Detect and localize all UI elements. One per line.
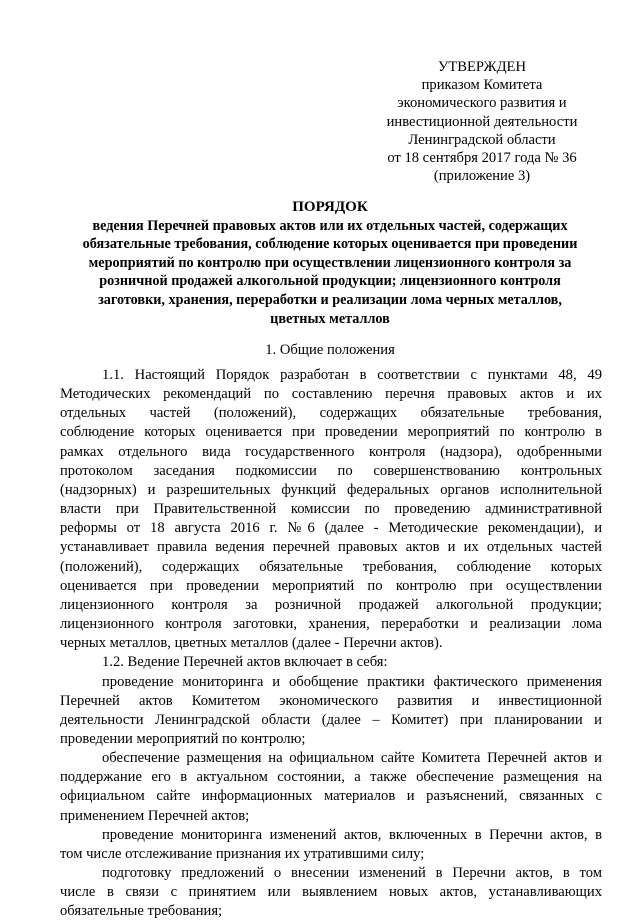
list-item-changes [60, 826, 602, 864]
text-line: (надзорных) и разрешительных функций федеральных органов исполнительной [60, 481, 602, 498]
text-line: том числе отслеживание признания их утратившими силу; [60, 845, 425, 862]
subtitle-line: обязательные требования, соблюдение которых оценивается при проведении [82, 236, 578, 253]
list-item-monitoring [60, 673, 602, 750]
text-line: обязательные требования; [60, 903, 223, 920]
subtitle-line: цветных металлов [270, 310, 390, 327]
approval-line: УТВЕРЖДЕН [438, 59, 526, 75]
text-line: (положений), содержащих обязательные требования, соблюдение которых [60, 558, 602, 575]
text-line: деятельности Ленинградской области (далее – Комитет) при планировании и [60, 711, 602, 728]
approval-line: Ленинградской области [408, 131, 556, 148]
text-line: Перечней актов Комитетом экономического развития и инвестиционной [60, 692, 602, 709]
text-line: реформы от 18 августа 2016 г. №6 (далее - Методические рекомендации), и [60, 520, 602, 537]
title-heading: ПОРЯДОК [292, 199, 368, 215]
text-line: официальном сайте информационных материалов и разъяснений, связанных с [60, 788, 602, 805]
document-title [56, 198, 604, 328]
text-line: проведение мониторинга изменений актов, включенных в Перечни актов, в [102, 826, 602, 843]
paragraph-1-2 [60, 653, 602, 672]
text-line: Методических рекомендаций по составлению перечня правовых актов и их [60, 386, 602, 403]
subtitle-line: ведения Перечней правовых актов или их отдельных частей, содержащих [92, 217, 568, 234]
subtitle-line: заготовки, хранения, переработки и реализации лома черных металлов, [98, 291, 562, 308]
subtitle-line: розничной продажей алкогольной продукции; лицензионного контроля [99, 273, 561, 290]
section-heading: 1. Общие положения [265, 342, 395, 358]
text-line: оценивается при проведении мероприятий по контролю при осуществлении [60, 577, 602, 594]
list-item-publication [60, 749, 602, 826]
list-item-proposals [60, 864, 602, 921]
paragraph-1-1 [60, 366, 602, 653]
approval-line: от 18 сентября 2017 года № 36 [387, 150, 577, 167]
text-line: рамках отдельного вида государственного контроля (надзора), одобренными [60, 443, 602, 460]
text-line: власти при Правительственной комиссии по проведению административной [60, 501, 602, 518]
text-line: проведении мероприятий по контролю; [60, 730, 306, 747]
approval-stamp [368, 58, 596, 185]
text-line: подготовку предложений о внесении изменений в Перечни актов, в том [102, 865, 602, 882]
text-line: отдельных частей (положений), содержащих обязательные требования, [60, 405, 602, 422]
text-line: черных металлов, цветных металлов (далее - Перечни актов). [60, 635, 443, 652]
text-line: проведение мониторинга и обобщение практики фактического применения [102, 673, 602, 690]
text-line: 1.1. Настоящий Порядок разработан в соответствии с пунктами 48, 49 [102, 367, 602, 383]
text-line: устанавливает правила ведения перечней правовых актов и их отдельных частей [60, 539, 602, 556]
text-line: 1.2. Ведение Перечней актов включает в себя: [102, 654, 388, 671]
document-body [60, 366, 602, 922]
title-subtitle [56, 217, 604, 329]
text-line: числе в связи с принятием или выявлением новых актов, устанавливающих [60, 884, 602, 901]
approval-line: приказом Комитета [421, 77, 543, 94]
approval-line: экономического развития и [397, 95, 567, 112]
approval-line: (приложение 3) [433, 168, 531, 185]
text-line: применением Перечней актов; [60, 807, 250, 824]
text-line: протоколом заседания подкомиссии по совершенствованию контрольных [60, 462, 602, 479]
text-line: обеспечение размещения на официальном сайте Комитета Перечней актов и [102, 750, 602, 767]
text-line: лицензионного контроля заготовки, хранения, переработки и реализации лома [60, 616, 602, 633]
subtitle-line: мероприятий по контролю при осуществлении лицензионного контроля за [88, 254, 572, 271]
text-line: поддержание его в актуальном состоянии, а также обеспечение размещения на [60, 769, 602, 786]
text-line: соблюдение которых оценивается при проведении мероприятий по контролю в [60, 424, 602, 441]
text-line: лицензионного контроля за розничной продажей алкогольной продукции; [60, 596, 602, 613]
approval-line: инвестиционной деятельности [386, 113, 578, 130]
